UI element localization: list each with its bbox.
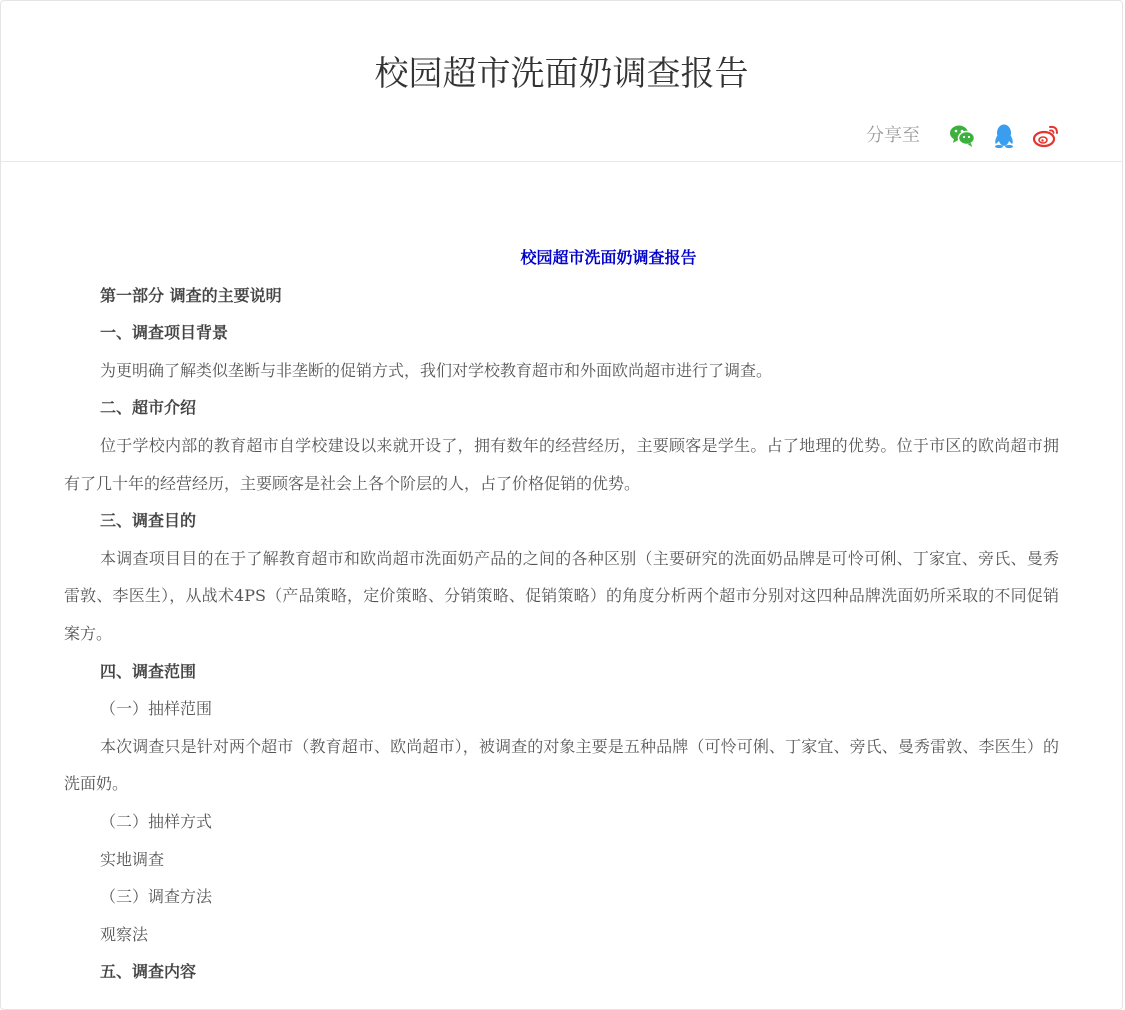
paragraph: 位于学校内部的教育超市自学校建设以来就开设了，拥有数年的经营经历，主要顾客是学生。占了地理的优势。位于市区的欧尚超市拥有了几十年的经营经历，主要顾客是社会上各个阶层的人，占了价格促销的优势。: [64, 435, 1059, 493]
article-header: [1, 1, 1122, 162]
document-title: 校园超市洗面奶调查报告: [520, 248, 697, 267]
page-title: 校园超市洗面奶调查报告: [374, 54, 749, 94]
qq-icon[interactable]: [990, 122, 1018, 150]
paragraph: 本调查项目目的在于了解教育超市和欧尚超市洗面奶产品的之间的各种区别（主要研究的洗面奶品牌是可怜可俐、丁家宜、旁氏、曼秀雷敦、李医生），从战术4PS（产品策略，定价策略、分销策略、促销策略）的角度分析两个超市分别对这四种品牌洗面奶所采取的不同促销案方。: [64, 548, 1059, 643]
paragraph: （三）调查方法: [100, 887, 213, 907]
article-body: [64, 239, 1059, 991]
section-heading: 第一部分 调查的主要说明: [100, 285, 282, 305]
paragraph: （二）抽样方式: [100, 811, 213, 831]
wechat-icon[interactable]: [948, 122, 976, 150]
share-label: 分享至: [866, 125, 920, 146]
paragraph: 实地调查: [100, 849, 165, 869]
section-heading: 三、调查目的: [100, 511, 197, 531]
section-heading: 五、调查内容: [100, 962, 197, 982]
paragraph: 本次调查只是针对两个超市（教育超市、欧尚超市），被调查的对象主要是五种品牌（可怜可俐、丁家宜、旁氏、曼秀雷敦、李医生）的洗面奶。: [64, 736, 1059, 794]
paragraph: 观察法: [100, 924, 149, 944]
section-heading: 一、调查项目背景: [100, 323, 229, 343]
paragraph: （一）抽样范围: [100, 699, 213, 719]
weibo-icon[interactable]: [1032, 122, 1060, 150]
section-heading: 四、调查范围: [100, 661, 197, 681]
share-bar: [866, 121, 1060, 151]
paragraph: 为更明确了解类似垄断与非垄断的促销方式，我们对学校教育超市和外面欧尚超市进行了调查。: [100, 360, 773, 380]
section-heading: 二、超市介绍: [100, 398, 197, 418]
